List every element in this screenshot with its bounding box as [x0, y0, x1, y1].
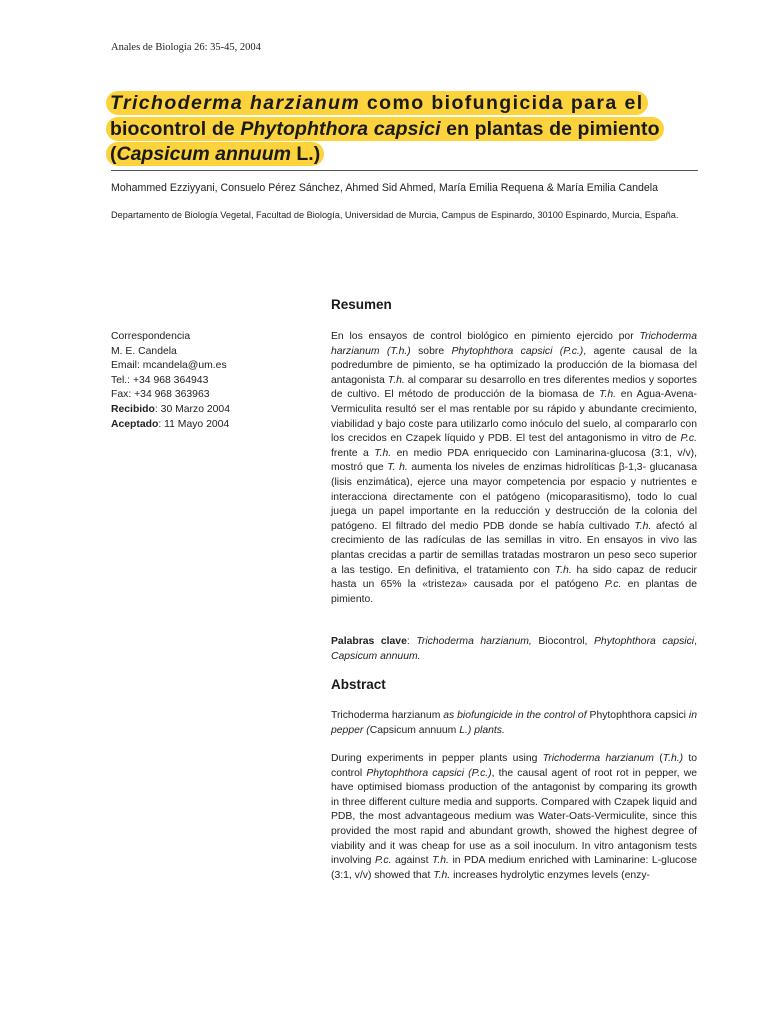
text-run: en plantas de pimiento — [440, 117, 660, 140]
text-run: Capsicum annuum — [116, 143, 291, 165]
abstract-heading: Abstract — [331, 677, 386, 692]
text-run: T.h. — [599, 389, 617, 401]
text-run: ( — [653, 753, 663, 764]
text-run: Phytophthora capsici — [594, 636, 695, 647]
text-run: Trichoderma harzianum (T.h.) — [331, 331, 697, 357]
text-run: ( — [110, 143, 117, 165]
text-run: T.h. — [387, 374, 405, 386]
correspondence-fax: Fax: +34 968 363963 — [111, 389, 210, 401]
journal-reference: Anales de Biología 26: 35-45, 2004 — [111, 42, 261, 53]
correspondence-name: M. E. Candela — [111, 345, 177, 357]
text-run: in PDA medium enriched with Laminarine: L-glucose (3:1, v/v) showed that — [331, 855, 697, 881]
text-run: T.h. — [554, 564, 572, 576]
text-run: como biofungicida para el — [360, 92, 644, 114]
accepted-value: : 11 Mayo 2004 — [158, 418, 230, 430]
text-run: Phytophthora capsici — [240, 117, 441, 140]
text-run: increases hydrolytic enzymes levels (enzy- — [450, 869, 650, 881]
text-run: al comparar su desarrollo en tres diferentes medios y soportes de cultivo. El método de producción de la biomasa de — [331, 374, 697, 401]
text-run: frente a — [331, 447, 375, 459]
text-run: to control — [331, 753, 697, 779]
text-run: , — [694, 636, 698, 647]
text-run: T.h. — [374, 447, 392, 459]
text-run: En los ensayos de control biológico en pimiento ejercido por — [331, 331, 640, 342]
correspondence-tel: Tel.: +34 968 364943 — [111, 374, 209, 386]
text-run: T.h. — [432, 855, 449, 867]
text-run: aumenta los niveles de enzimas hidrolíticas β-1,3- glucanasa (lisis enzimática), ejerce una mayor competencia por espacio y nutrientes e interacciona directamente con el patógeno (micoparasitismo), todo lo cual juega un papel importante en la reducción y destrucción de la colonia del patógeno. El filtrado del medio PDB donde se había cultivado — [331, 462, 697, 532]
text-run: T.h.) — [662, 753, 684, 764]
keywords-es — [331, 635, 697, 664]
authors: Mohammed Ezziyyani, Consuelo Pérez Sánchez, Ahmed Sid Ahmed, María Emilia Requena & María Emilia Candela — [111, 182, 659, 194]
text-run: Phytophthora capsici — [589, 710, 686, 721]
text-run: P.c. — [374, 855, 392, 867]
text-run: T.h. — [433, 869, 451, 881]
text-run: T.h. — [634, 520, 652, 532]
received-date — [111, 403, 311, 418]
received-value: : 30 Marzo 2004 — [154, 403, 230, 415]
text-run: During experiments in pepper plants using — [331, 753, 543, 764]
resumen-body — [331, 330, 697, 607]
text-run: sobre — [410, 345, 452, 357]
correspondence-email: Email: mcandela@um.es — [111, 360, 227, 372]
text-run: against — [391, 855, 433, 867]
received-label: Recibido — [111, 403, 155, 415]
title-line-1 — [106, 91, 648, 115]
accepted-date — [111, 418, 311, 433]
text-run: Capsicum annuum. — [331, 650, 421, 662]
title-divider — [111, 170, 698, 171]
text-run: P.c. — [680, 433, 697, 445]
text-run: L.) — [290, 143, 321, 165]
accepted-label: Aceptado — [111, 418, 159, 430]
text-run: Phytophthora capsici (P.c.) — [451, 345, 584, 357]
text-run: ha sido capaz de reducir hasta un 65% la «tristeza» causada por el patógeno — [331, 564, 697, 591]
text-run: Trichoderma harzianum — [542, 753, 654, 764]
text-run: T. h. — [387, 462, 408, 474]
abstract-body — [331, 752, 697, 883]
text-run: in pepper ( — [331, 710, 697, 736]
text-run: as biofungicide in the control of — [440, 710, 590, 721]
text-run: Biocontrol, — [531, 636, 594, 647]
text-run: , the causal agent of root rot in pepper, we have optimised biomass production of the antagonist by comparing its growth in three different culture media and supports. Compared with Czapek liquid and PDB, the most advantageous medium was Water-Oats-Vermiculite, since this provided the most rapid and abundant growth, showed the highest degree of viability and it was cheap for use as a soil inoculum. In vitro antagonism tests involving — [331, 767, 697, 867]
text-run: biocontrol de — [110, 117, 241, 140]
text-run: en Agua-Avena-Vermiculita resultó ser el mas rentable por su rápido y abundante crecimiento, viabilidad y bajo coste para utilizarlo como inóculo del suelo, al compararlo con los crecidos en Czapek líquido y PDB. El test del antagonismo in vitro de — [331, 389, 697, 445]
text-run: Palabras clave — [331, 636, 407, 647]
title-line-2 — [106, 117, 664, 141]
title-line-3 — [106, 142, 324, 166]
text-run: Capsicum annuum — [369, 724, 457, 736]
text-run: Trichoderma harzianum, — [416, 636, 532, 647]
text-run: , agente causal de la podredumbre de pimiento, se ha optimizado la producción de la biomasa del antagonista — [331, 345, 698, 386]
resumen-heading: Resumen — [331, 297, 392, 312]
text-run: Trichoderma harzianum — [110, 92, 361, 114]
text-run: P.c. — [604, 579, 622, 591]
text-run: en plantas de pimiento. — [331, 579, 697, 605]
text-run: Trichoderma harzianum — [331, 710, 441, 721]
text-run: L.) plants. — [456, 724, 505, 736]
affiliation: Departamento de Biología Vegetal, Facultad de Biología, Universidad de Murcia, Campus de Espinardo, 30100 Espinardo, Murcia, España. — [111, 210, 679, 220]
correspondence-block — [111, 330, 311, 432]
correspondence-heading: Correspondencia — [111, 331, 191, 342]
text-run: afectó al crecimiento de las radículas de las semillas in vitro. En ensayos in vivo las plantas crecidas a partir de semillas tratadas mostraron un peso seco superior a las testigo. En definitiva, el tratamiento con — [331, 520, 697, 576]
text-run: en medio PDA enriquecido con Laminarina-glucosa (3:1, v/v), mostró que — [331, 447, 697, 474]
abstract-title-line — [331, 709, 697, 738]
text-run: Phytophthora capsici (P.c.) — [366, 767, 492, 779]
text-run: : — [406, 636, 417, 647]
article-title — [106, 91, 702, 168]
